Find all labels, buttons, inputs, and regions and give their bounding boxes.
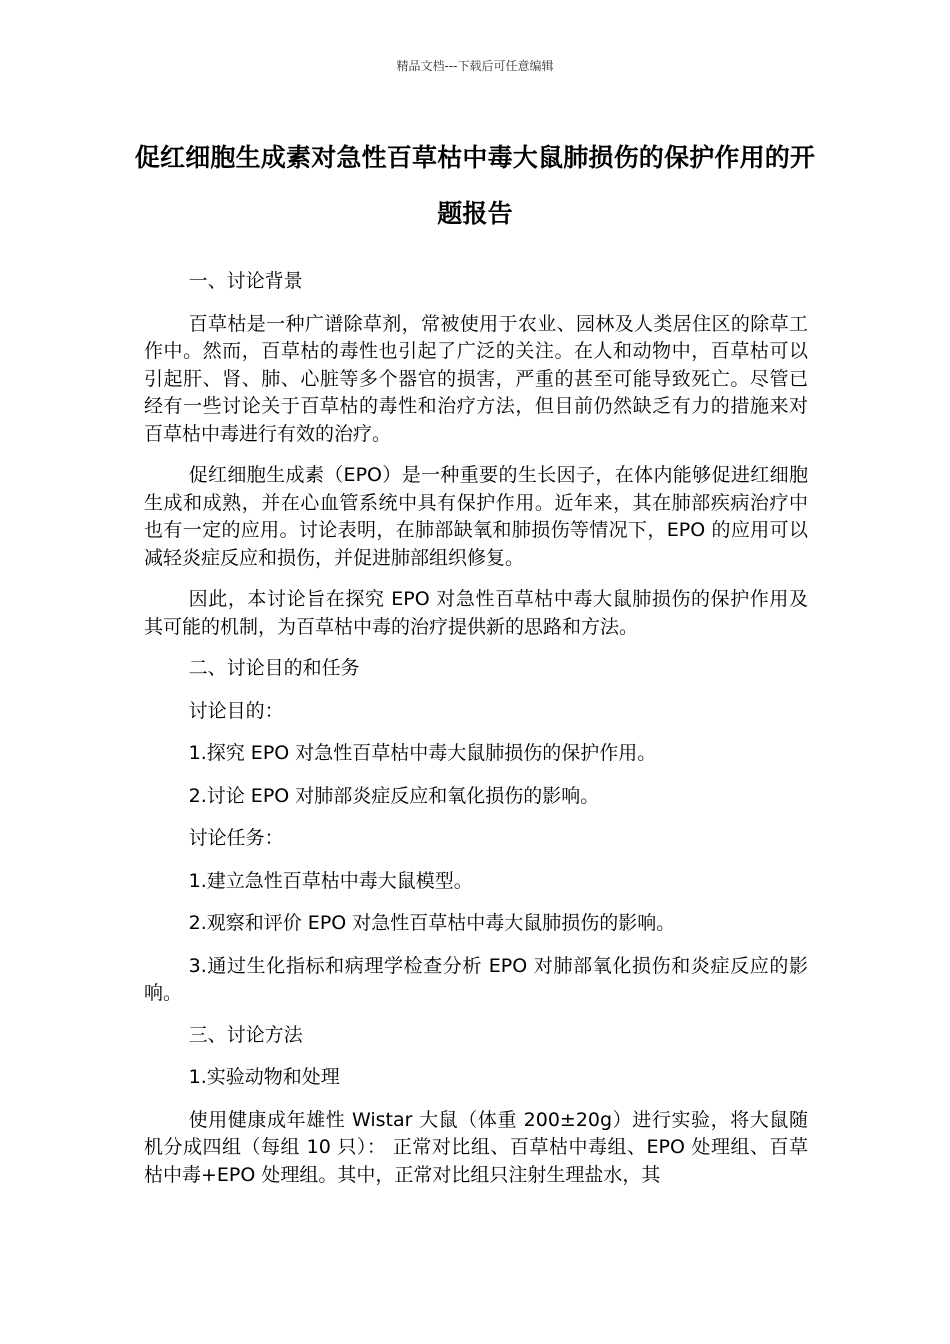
task-item-3: 3.通过生化指标和病理学检查分析 EPO 对肺部氧化损伤和炎症反应的影响。: [144, 954, 808, 1004]
document-body: [144, 268, 808, 1203]
objective-item-2: 2.讨论 EPO 对肺部炎症反应和氧化损伤的影响。: [188, 784, 600, 807]
section-heading-background: 一、讨论背景: [188, 270, 303, 292]
section-heading-objectives: 二、讨论目的和任务: [188, 657, 360, 679]
methods-subheading-animals: 1.实验动物和处理: [188, 1066, 340, 1088]
section-heading-methods: 三、讨论方法: [188, 1023, 303, 1046]
paragraph-animal-grouping: 使用健康成年雄性 Wistar 大鼠（体重 200±20g）进行实验，将大鼠随机分成四组（每组 10 只）： 正常对比组、百草枯中毒组、EPO 处理组、百草枯中毒+EPO 处理组。其中，正常对比组只注射生理盐水，其: [144, 1108, 808, 1186]
header-note: 精品文档---下载后可任意编辑: [396, 59, 554, 73]
paragraph-epo-intro: 促红细胞生成素（EPO）是一种重要的生长因子，在体内能够促进红细胞生成和成熟，并在心血管系统中具有保护作用。近年来，其在肺部疾病治疗中也有一定的应用。讨论表明，在肺部缺氧和肺损伤等情况下，EPO 的应用可以减轻炎症反应和损伤，并促进肺部组织修复。: [144, 464, 808, 569]
objective-item-1: 1.探究 EPO 对急性百草枯中毒大鼠肺损伤的保护作用。: [188, 742, 657, 764]
task-item-2: 2.观察和评价 EPO 对急性百草枯中毒大鼠肺损伤的影响。: [188, 912, 676, 934]
tasks-label: 讨论任务：: [188, 827, 284, 849]
document-title: 促红细胞生成素对急性百草枯中毒大鼠肺损伤的保护作用的开题报告: [134, 143, 816, 228]
objectives-label: 讨论目的：: [188, 699, 284, 722]
paragraph-paraquat-intro: 百草枯是一种广谱除草剂，常被使用于农业、园林及人类居住区的除草工作中。然而，百草枯的毒性也引起了广泛的关注。在人和动物中，百草枯可以引起肝、肾、肺、心脏等多个器官的损害，严重的甚至可能导致死亡。尽管已经有一些讨论关于百草枯的毒性和治疗方法，但目前仍然缺乏有力的措施来对百草枯中毒进行有效的治疗。: [144, 312, 808, 445]
paragraph-study-aim: 因此，本讨论旨在探究 EPO 对急性百草枯中毒大鼠肺损伤的保护作用及其可能的机制，为百草枯中毒的治疗提供新的思路和方法。: [144, 588, 808, 638]
task-item-1: 1.建立急性百草枯中毒大鼠模型。: [188, 869, 473, 892]
